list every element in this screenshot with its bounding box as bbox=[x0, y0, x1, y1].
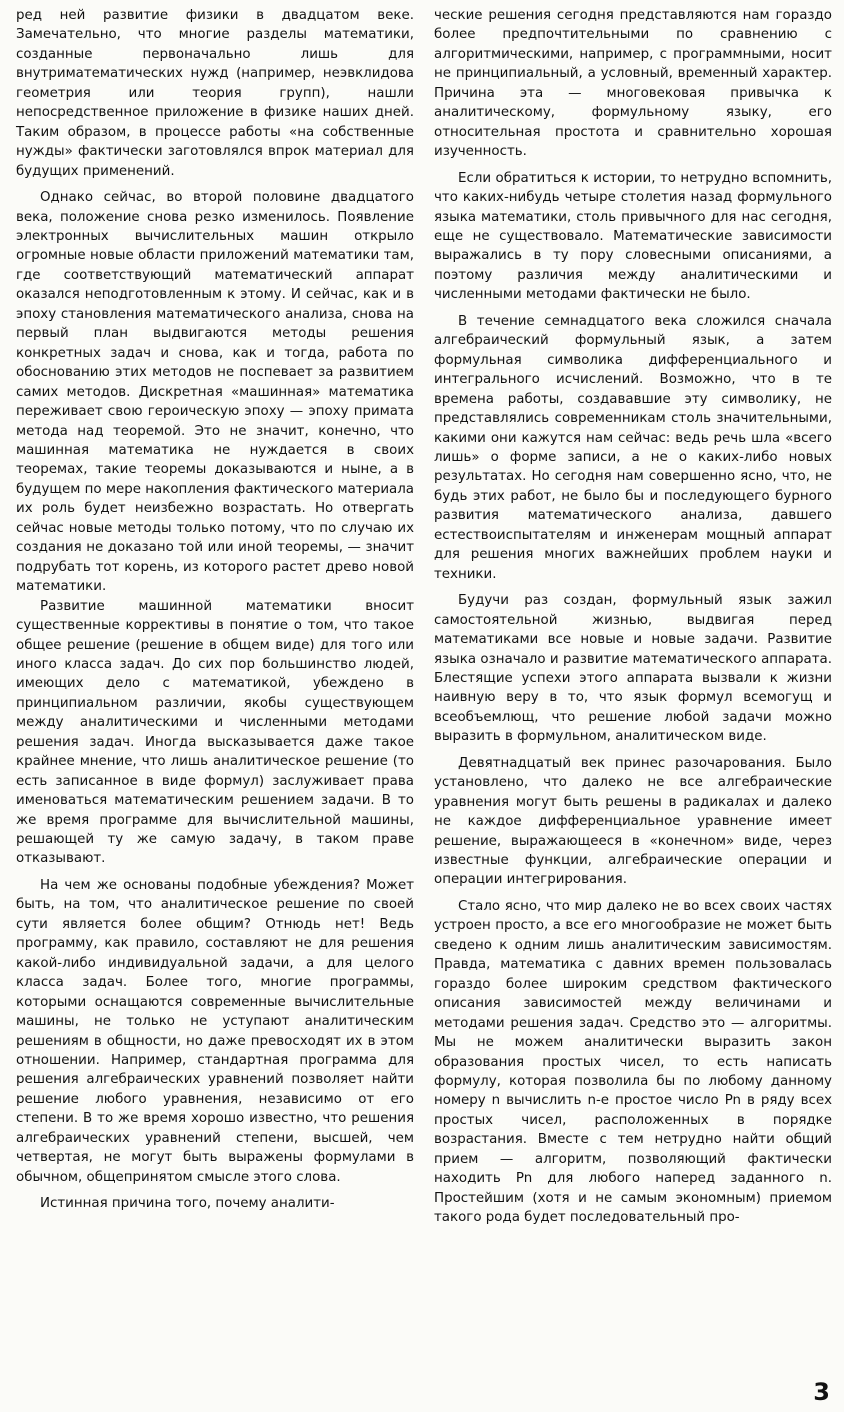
left-column bbox=[16, 6, 414, 1378]
paragraph: Однако сейчас, во второй половине двадцатого века, положение снова резко изменилось. Появление электронных вычислительных машин открыло огромные новые области приложений математики там, где соответствующий математический аппарат оказался неподготовленным к этому. И сейчас, как и в эпоху становления математического анализа, снова на первый план выдвигаются методы решения конкретных задач и снова, как и тогда, работа по обоснованию этих методов не поспевает за развитием самих методов. Дискретная «машинная» математика переживает свою героическую эпоху — эпоху примата метода над теоремой. Это не значит, конечно, что машинная математика не нуждается в своих теоремах, такие теоремы доказываются и ныне, а в будущем по мере накопления фактического материала их роль будет неизбежно возрастать. Но отвергать сейчас новые методы только потому, что по случаю их создания не доказано той или иной теоремы, — значит подрубать тот корень, из которого растет древо новой математики. bbox=[16, 190, 414, 595]
article-page bbox=[16, 6, 832, 1378]
paragraph: Стало ясно, что мир далеко не во всех своих частях устроен просто, а все его многообразие не может быть сведено к одним лишь аналитическим зависимостям. Правда, математика с давних времен пользовалась гораздо более широким средством фактического описания зависимостей между величинами и методами решения задач. Средство это — алгоритмы. Мы не можем аналитически выразить закон образования простых чисел, то есть написать формулу, которая позволила бы по любому данному номеру n вычислить n-е простое число Pn в ряду всех простых чисел, расположенных в порядке возрастания. Вместе с тем нетрудно найти общий прием — алгоритм, позволяющий фактически находить Pn для любого наперед заданного n. Простейшим (хотя и не самым экономным) приемом такого рода будет последовательный про- bbox=[434, 898, 832, 1226]
paragraph: ред ней развитие физики в двадцатом веке. Замечательно, что многие разделы математики, созданные первоначально лишь для внутриматематических нужд (например, неэвклидова геометрия или теория групп), нашли непосредственное приложение в физике наших дней. Таким образом, в процессе работы «на собственные нужды» фактически заготовлялся впрок материал для будущих применений. bbox=[16, 8, 414, 179]
paragraph: Развитие машинной математики вносит существенные коррективы в понятие о том, что такое общее решение (решение в общем виде) для того или иного класса задач. До сих пор большинство людей, имеющих дело с математикой, убеждено в принципиальном различии, якобы существующем между аналитическими и численными методами решения задач. Иногда высказывается даже такое крайнее мнение, что лишь аналитическое решение (то есть записанное в виде формул) заслуживает права именоваться математическим решением задачи. В то же время программе для вычислительной машины, решающей ту же самую задачу, в таком праве отказывают. bbox=[16, 598, 414, 867]
right-column bbox=[434, 6, 832, 1378]
paragraph: Будучи раз создан, формульный язык зажил самостоятельной жизнью, выдвигая перед математиками все новые и новые задачи. Развитие языка означало и развитие математического аппарата. Блестящие успехи этого аппарата вызвали к жизни наивную веру в то, что язык формул всемогущ и всеобъемлющ, что решение любой задачи можно выразить в формульном, аналитическом виде. bbox=[434, 593, 832, 745]
paragraph: Девятнадцатый век принес разочарования. Было установлено, что далеко не все алгебраические уравнения могут быть решены в радикалах и далеко не каждое дифференциальное уравнение имеет решение, выражающееся в «конечном» виде, через известные функции, алгебраические операции и операции интегрирования. bbox=[434, 755, 832, 888]
paragraph: На чем же основаны подобные убеждения? Может быть, на том, что аналитическое решение по своей сути является более общим? Отнюдь нет! Ведь программу, как правило, составляют не для решения какой-либо индивидуальной задачи, а для целого класса задач. Более того, многие программы, которыми оснащаются современные вычислительные машины, не только не уступают аналитическим решениям в общности, но даже превосходят их в этом отношении. Например, стандартная программа для решения алгебраических уравнений позволяет найти решение любого уравнения, независимо от его степени. В то же время хорошо известно, что решения алгебраических уравнений степени, высшей, чем четвертая, не могут быть выражены формулами в обычном, общепринятом смысле этого слова. bbox=[16, 877, 414, 1185]
paragraph: Истинная причина того, почему аналити- bbox=[40, 1196, 335, 1212]
paragraph: ческие решения сегодня представляются нам гораздо более предпочтительными по сравнению с алгоритмическими, например, с программными, носит не принципиальный, а условный, временный характер. Причина эта — многовековая привычка к аналитическому, формульному языку, его относительная простота и сравнительно хорошая изученность. bbox=[434, 8, 832, 160]
page-number: 3 bbox=[813, 1378, 830, 1406]
paragraph: Если обратиться к истории, то нетрудно вспомнить, что каких-нибудь четыре столетия назад формульного языка математики, столь привычного для нас сегодня, еще не существовало. Математические зависимости выражались в ту пору словесными описаниями, а поэтому различия между аналитическими и численными методами фактически не было. bbox=[434, 170, 832, 303]
paragraph: В течение семнадцатого века сложился сначала алгебраический формульный язык, а затем формульная символика дифференциального и интегрального исчислений. Возможно, что в те времена работы, создававшие эту символику, не представлялись современникам столь значительными, какими они кажутся нам сейчас: ведь речь шла «всего лишь» о форме записи, а не о каких-либо новых результатах. Но сегодня нам совершенно ясно, что, не будь этих работ, не было бы и последующего бурного развития математического анализа, давшего естествоиспытателям и инженерам мощный аппарат для решения многих важнейших проблем науки и техники. bbox=[434, 313, 832, 582]
